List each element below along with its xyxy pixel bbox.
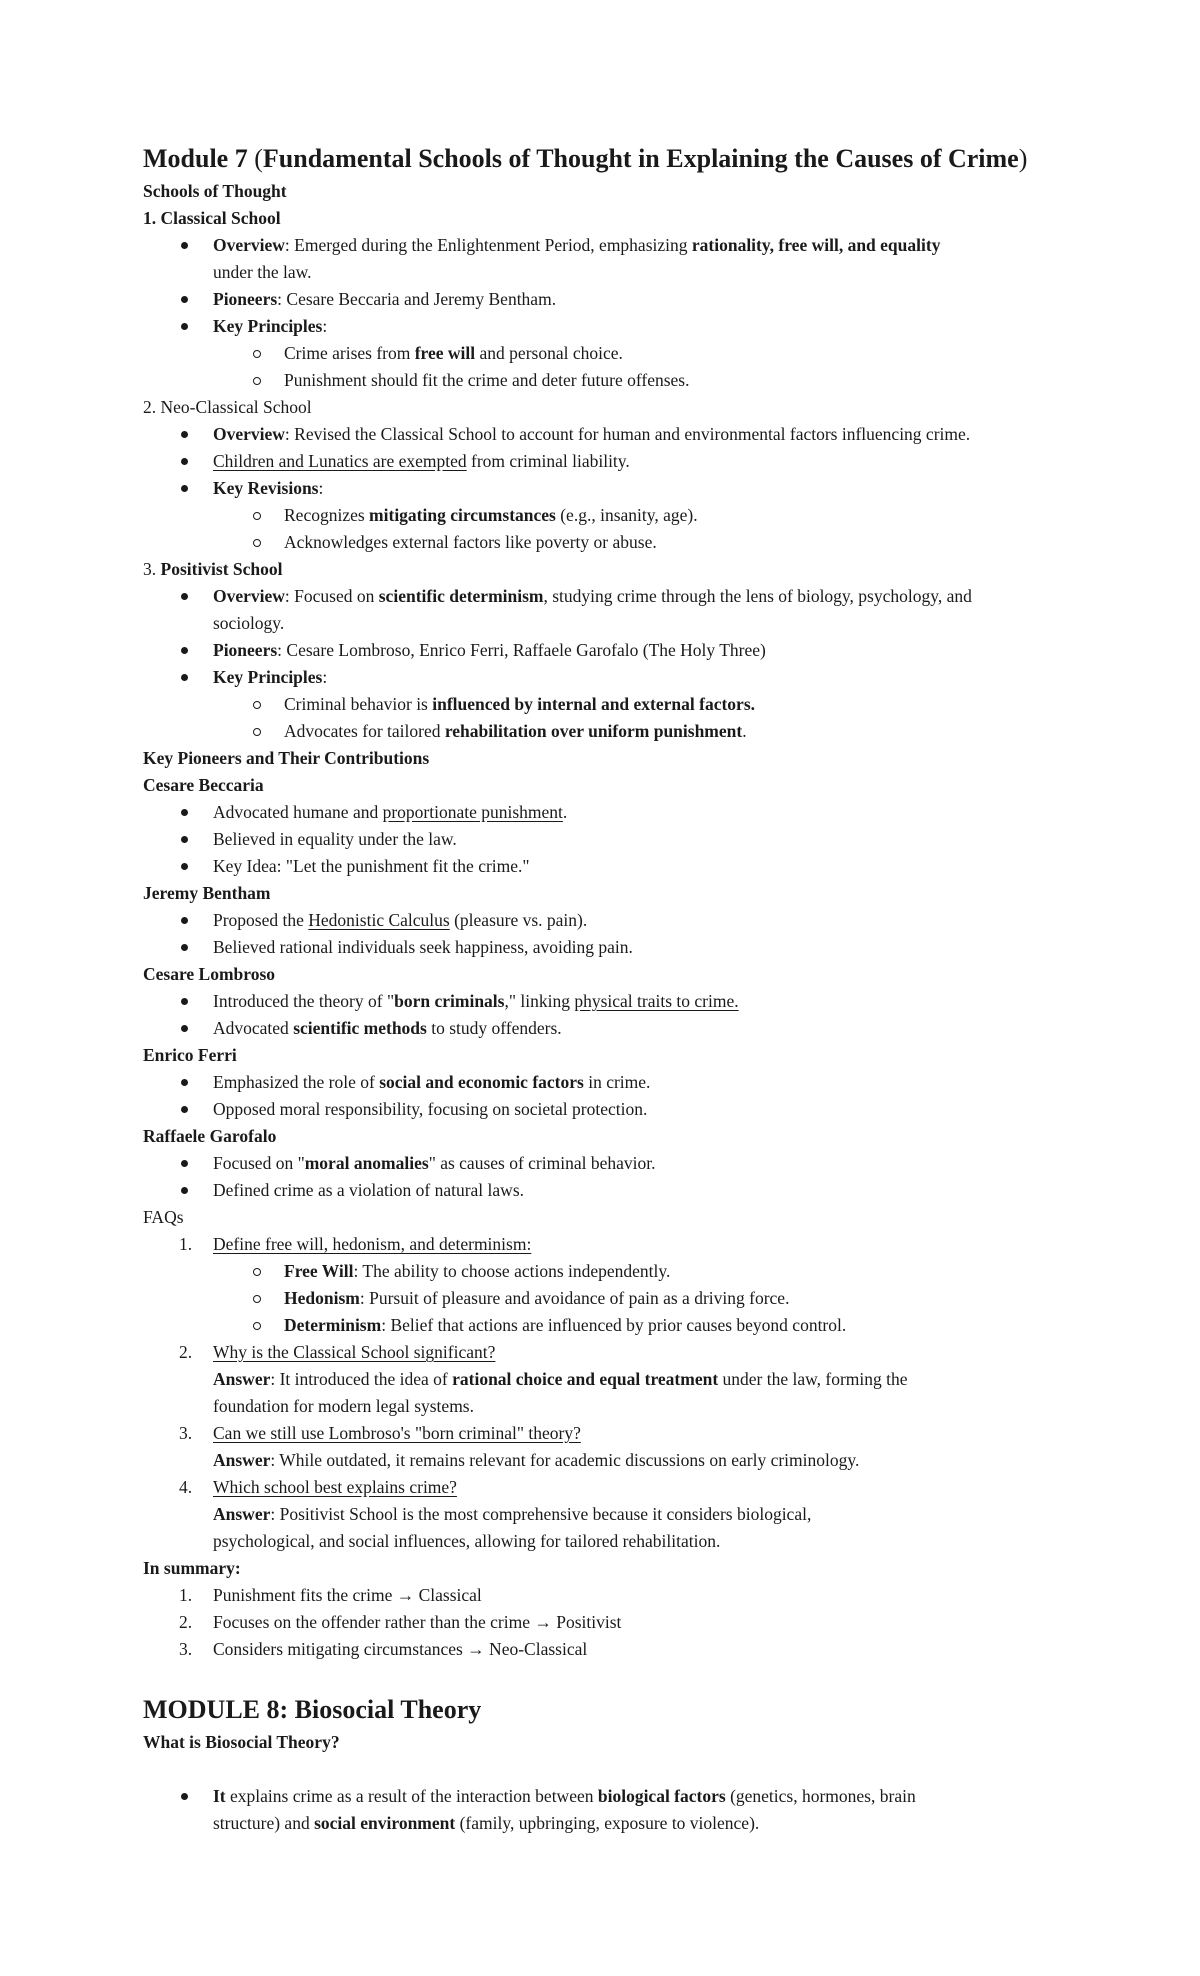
circle-bullet-icon: [253, 1268, 261, 1276]
faq-question: 3. Can we still use Lombroso's "born criminal" theory? Answer: While outdated, it remains relevant for academic discussions on early criminology.: [179, 1423, 860, 1470]
garofalo-list: [143, 1150, 1073, 1204]
bullet-icon: [181, 863, 188, 870]
bullet-icon: [181, 593, 188, 600]
bullet-icon: [181, 1160, 188, 1167]
list-item: Believed in equality under the law.: [143, 826, 1073, 853]
list-item: Key Principles:: [143, 313, 1073, 340]
faq-question: 2. Why is the Classical School significant? Answer: It introduced the idea of rational choice and equal treatment under the law, forming the foundation for modern legal systems.: [179, 1342, 908, 1416]
list-item: Emphasized the role of social and economic factors in crime.: [143, 1069, 1073, 1096]
circle-bullet-icon: [253, 701, 261, 709]
garofalo-heading: Raffaele Garofalo: [143, 1126, 277, 1146]
bullet-icon: [181, 944, 188, 951]
bullet-icon: [181, 1025, 188, 1032]
bentham-list: [143, 907, 1073, 961]
faqs-list: [143, 1231, 1073, 1555]
circle-bullet-icon: [253, 1322, 261, 1330]
list-item: Key Revisions:: [143, 475, 1073, 502]
bullet-icon: [181, 1106, 188, 1113]
faq-question: 4. Which school best explains crime? Answer: Positivist School is the most comprehensive because it considers biological, psychological, and social influences, allowing for tailored rehabilitation.: [179, 1477, 812, 1551]
module-8-title: MODULE 8: Biosocial Theory: [143, 1695, 482, 1724]
ferri-list: [143, 1069, 1073, 1123]
list-item: Introduced the theory of "born criminals," linking physical traits to crime.: [143, 988, 1073, 1015]
list-item: Overview: Focused on scientific determinism, studying crime through the lens of biology, psychology, and sociology.: [143, 583, 1073, 637]
section-spacer: [143, 1663, 1073, 1693]
section-spacer: [143, 1756, 1073, 1783]
biosocial-list: [143, 1783, 1073, 1837]
sub-list-item: Punishment should fit the crime and deter future offenses.: [143, 367, 1073, 394]
document-page: [143, 142, 1073, 1837]
list-item: Defined crime as a violation of natural laws.: [143, 1177, 1073, 1204]
list-item: Focused on "moral anomalies" as causes of criminal behavior.: [143, 1150, 1073, 1177]
module-7-title: Module 7 (Fundamental Schools of Thought in Explaining the Causes of Crime): [143, 144, 1028, 173]
faqs-heading: FAQs: [143, 1207, 184, 1227]
sub-list-item: Acknowledges external factors like poverty or abuse.: [143, 529, 1073, 556]
list-item: Proposed the Hedonistic Calculus (pleasure vs. pain).: [143, 907, 1073, 934]
sub-list-item: Free Will: The ability to choose actions independently.: [143, 1258, 1073, 1285]
summary-heading: In summary:: [143, 1558, 241, 1578]
list-item: Pioneers: Cesare Lombroso, Enrico Ferri, Raffaele Garofalo (The Holy Three): [143, 637, 1073, 664]
lombroso-list: [143, 988, 1073, 1042]
sub-list-item: Criminal behavior is influenced by internal and external factors.: [143, 691, 1073, 718]
bullet-icon: [181, 1079, 188, 1086]
bullet-icon: [181, 296, 188, 303]
sub-list-item: Hedonism: Pursuit of pleasure and avoidance of pain as a driving force.: [143, 1285, 1073, 1312]
sub-list-item: Crime arises from free will and personal choice.: [143, 340, 1073, 367]
circle-bullet-icon: [253, 377, 261, 385]
list-item: Children and Lunatics are exempted from criminal liability.: [143, 448, 1073, 475]
circle-bullet-icon: [253, 512, 261, 520]
classical-list: [143, 232, 1073, 394]
sub-list-item: Determinism: Belief that actions are influenced by prior causes beyond control.: [143, 1312, 1073, 1339]
sub-list-item: Advocates for tailored rehabilitation over uniform punishment.: [143, 718, 1073, 745]
bullet-icon: [181, 458, 188, 465]
bullet-icon: [181, 431, 188, 438]
bullet-icon: [181, 323, 188, 330]
list-item: Advocated scientific methods to study offenders.: [143, 1015, 1073, 1042]
list-item: It explains crime as a result of the interaction between biological factors (genetics, hormones, brain structure) and social environment (family, upbringing, exposure to violence).: [143, 1783, 1073, 1837]
positivist-list: [143, 583, 1073, 745]
biosocial-subheading: What is Biosocial Theory?: [143, 1732, 340, 1752]
circle-bullet-icon: [253, 728, 261, 736]
beccaria-list: [143, 799, 1073, 880]
list-item: Pioneers: Cesare Beccaria and Jeremy Bentham.: [143, 286, 1073, 313]
bentham-heading: Jeremy Bentham: [143, 883, 271, 903]
list-item: 2. Focuses on the offender rather than the crime → Positivist: [179, 1612, 622, 1632]
list-item: Key Idea: "Let the punishment fit the crime.": [143, 853, 1073, 880]
list-item: Overview: Emerged during the Enlightenment Period, emphasizing rationality, free will, and equality under the law.: [143, 232, 1073, 286]
bullet-icon: [181, 809, 188, 816]
list-item: 3. Considers mitigating circumstances → Neo-Classical: [179, 1639, 588, 1659]
list-item: Key Principles:: [143, 664, 1073, 691]
summary-list: [143, 1582, 1073, 1663]
beccaria-heading: Cesare Beccaria: [143, 775, 264, 795]
list-item: Advocated humane and proportionate punishment.: [143, 799, 1073, 826]
bullet-icon: [181, 836, 188, 843]
classical-heading: 1. Classical School: [143, 208, 281, 228]
neo-classical-heading: 2. Neo-Classical School: [143, 397, 312, 417]
bullet-icon: [181, 485, 188, 492]
sub-list-item: Recognizes mitigating circumstances (e.g., insanity, age).: [143, 502, 1073, 529]
circle-bullet-icon: [253, 539, 261, 547]
lombroso-heading: Cesare Lombroso: [143, 964, 276, 984]
neo-classical-list: [143, 421, 1073, 556]
bullet-icon: [181, 674, 188, 681]
list-item: Opposed moral responsibility, focusing on societal protection.: [143, 1096, 1073, 1123]
bullet-icon: [181, 917, 188, 924]
list-item: Overview: Revised the Classical School to account for human and environmental factors influencing crime.: [143, 421, 1073, 448]
bullet-icon: [181, 1187, 188, 1194]
key-pioneers-heading: Key Pioneers and Their Contributions: [143, 748, 430, 768]
list-item: 1. Punishment fits the crime → Classical: [179, 1585, 482, 1605]
bullet-icon: [181, 242, 188, 249]
circle-bullet-icon: [253, 1295, 261, 1303]
bullet-icon: [181, 1793, 188, 1800]
positivist-heading: 3. Positivist School: [143, 559, 283, 579]
list-item: Believed rational individuals seek happiness, avoiding pain.: [143, 934, 1073, 961]
bullet-icon: [181, 998, 188, 1005]
schools-heading: Schools of Thought: [143, 181, 287, 201]
faq-question: 1. Define free will, hedonism, and determinism:: [179, 1234, 532, 1254]
bullet-icon: [181, 647, 188, 654]
ferri-heading: Enrico Ferri: [143, 1045, 237, 1065]
circle-bullet-icon: [253, 350, 261, 358]
